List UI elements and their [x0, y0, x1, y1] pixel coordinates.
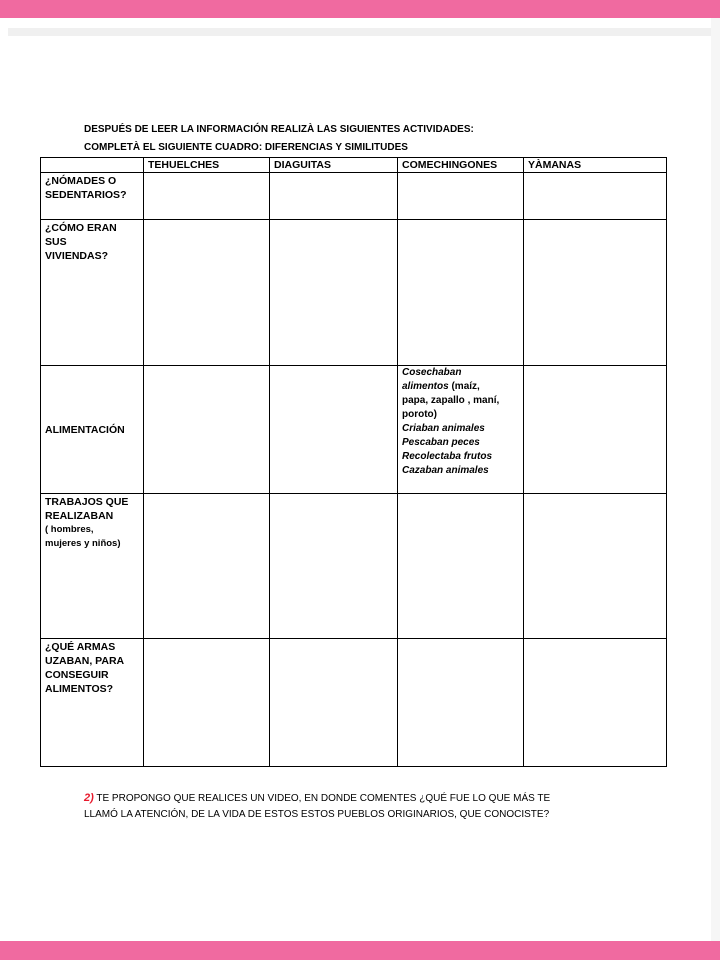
answer-cell[interactable]	[524, 366, 667, 494]
column-header-tehuelches: TEHUELCHES	[144, 158, 270, 173]
page-edge	[711, 18, 720, 941]
answer-cell[interactable]	[144, 173, 270, 220]
row-label-viviendas: ¿CÓMO ERAN SUS VIVIENDAS?	[41, 220, 144, 366]
question-number: 2)	[84, 792, 94, 804]
table-row-alimentacion	[41, 366, 667, 494]
question-2	[84, 790, 644, 823]
answer-cell[interactable]	[524, 639, 667, 767]
answer-cell[interactable]	[398, 639, 524, 767]
row-label-alimentacion: ALIMENTACIÓN	[41, 366, 144, 494]
answer-cell[interactable]	[524, 220, 667, 366]
answer-cell[interactable]	[524, 173, 667, 220]
answer-cell[interactable]	[398, 494, 524, 639]
top-accent-bar	[0, 0, 720, 18]
table-header-row	[41, 158, 667, 173]
row-label-armas: ¿QUÉ ARMAS UZABAN, PARA CONSEGUIR ALIMENTOS?	[41, 639, 144, 767]
table-row-trabajos	[41, 494, 667, 639]
answer-cell[interactable]	[270, 220, 398, 366]
answer-cell[interactable]	[270, 639, 398, 767]
instructions-heading: DESPUÉS DE LEER LA INFORMACIÓN REALIZÀ LAS SIGUIENTES ACTIVIDADES:	[84, 124, 474, 135]
answer-cell[interactable]	[270, 494, 398, 639]
question-2-line2: LLAMÓ LA ATENCIÓN, DE LA VIDA DE ESTOS ESTOS PUEBLOS ORIGINARIOS, QUE CONOCISTE?	[84, 809, 550, 820]
answer-cell[interactable]	[144, 494, 270, 639]
answer-cell[interactable]	[144, 639, 270, 767]
toolbar-strip	[8, 28, 712, 36]
column-header-yamanas: YÀMANAS	[524, 158, 667, 173]
bottom-accent-bar	[0, 941, 720, 960]
column-header-comechingones: COMECHINGONES	[398, 158, 524, 173]
answer-cell[interactable]	[144, 220, 270, 366]
comechingones-alimentacion-cell[interactable]: Cosechaban alimentos (maíz, papa, zapallo , maní, poroto) Criaban animales Pescaban peces Recolectaba frutos Cazaban animales	[398, 366, 524, 494]
answer-cell[interactable]	[524, 494, 667, 639]
row-label-trabajos: TRABAJOS QUE REALIZABAN ( hombres, mujeres y niños)	[41, 494, 144, 639]
header-empty-cell	[41, 158, 144, 173]
comparison-table	[40, 157, 667, 767]
answer-cell[interactable]	[398, 220, 524, 366]
table-row-armas	[41, 639, 667, 767]
answer-cell[interactable]	[144, 366, 270, 494]
table-row-nomades	[41, 173, 667, 220]
question-2-line1: 2) TE PROPONGO QUE REALICES UN VIDEO, EN DONDE COMENTES ¿QUÉ FUE LO QUE MÁS TE	[84, 792, 551, 804]
table-row-viviendas	[41, 220, 667, 366]
answer-cell[interactable]	[398, 173, 524, 220]
row-label-nomades: ¿NÓMADES O SEDENTARIOS?	[41, 173, 144, 220]
answer-cell[interactable]	[270, 173, 398, 220]
column-header-diaguitas: DIAGUITAS	[270, 158, 398, 173]
answer-cell[interactable]	[270, 366, 398, 494]
table-instructions: COMPLETÀ EL SIGUIENTE CUADRO: DIFERENCIAS Y SIMILITUDES	[84, 142, 408, 153]
